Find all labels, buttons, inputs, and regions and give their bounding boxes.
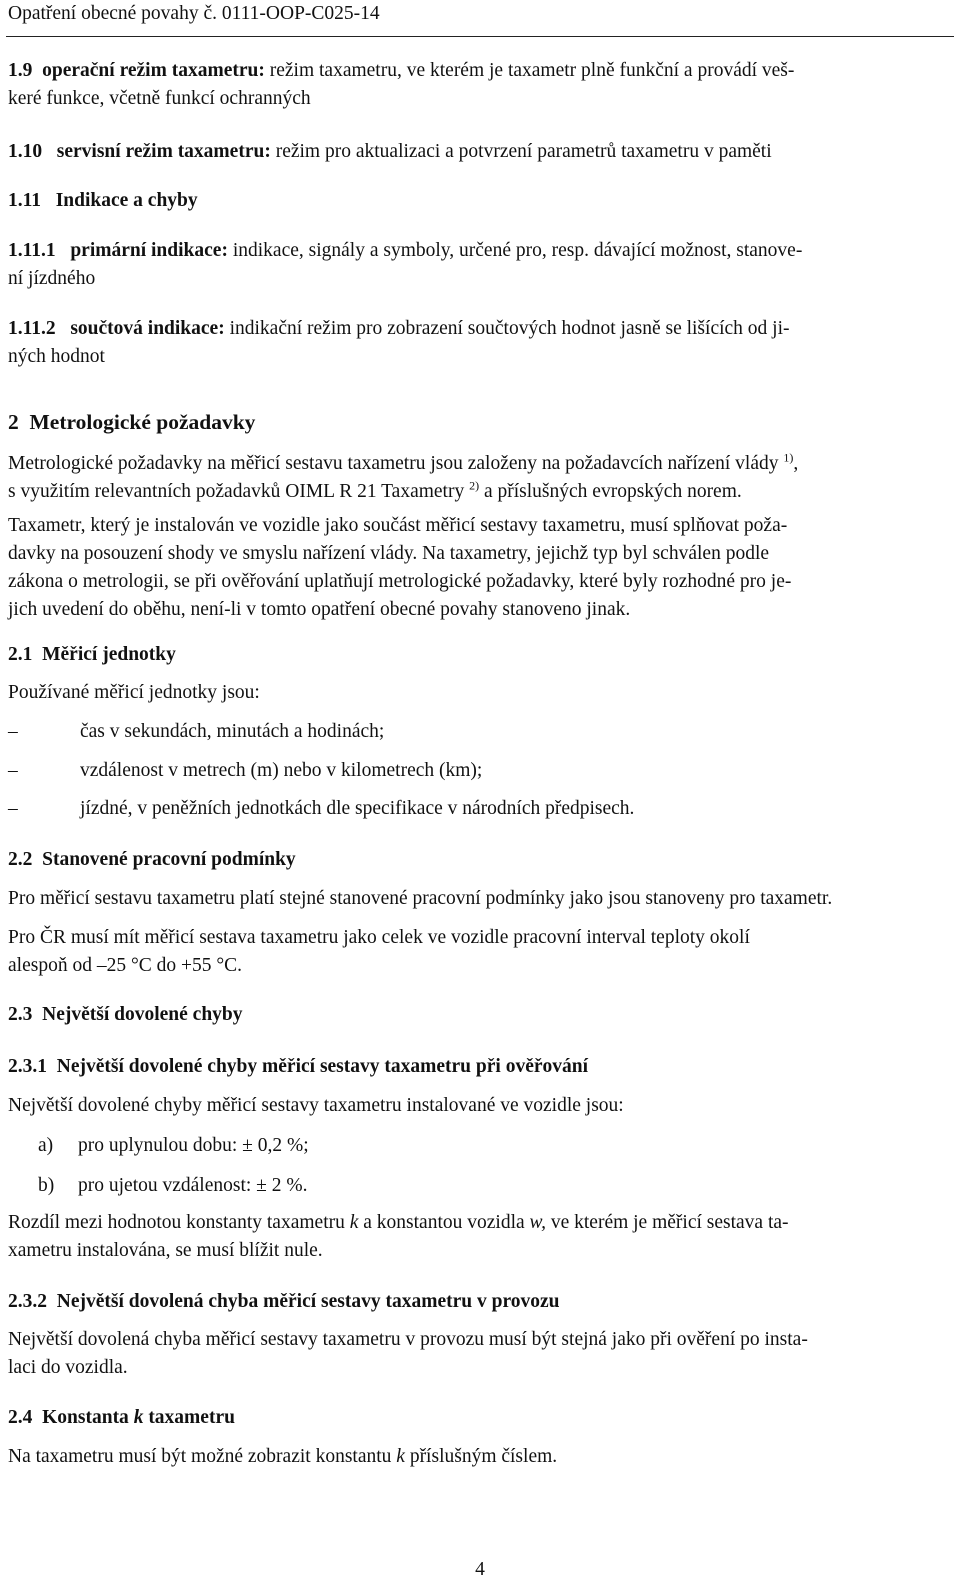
paragraph-operation-error [8,1326,948,1382]
def-text: indikační režim pro zobrazení součtových hodnot jasně se lišících od ji- [229,318,790,339]
definition-1-11-2 [8,315,948,371]
section-2-2-heading [8,846,948,874]
list-item-text: pro ujetou vzdálenost: ± 2 %. [78,1175,308,1196]
text-line: Na taxametru musí být možné zobrazit konstantu [8,1446,392,1467]
list-item-text: pro uplynulou dobu: ± 0,2 %; [78,1135,309,1156]
footnote-ref: 1) [783,450,794,465]
def-term: primární indikace: [70,240,228,261]
section-title: Metrologické požadavky [29,410,256,434]
text-line: Metrologické požadavky na měřicí sestavu taxametru jsou založeny na požadavcích nařízení vlády [8,453,779,474]
text-line: davky na posouzení shody ve smyslu nařízení vlády. Na taxametry, jejichž typ byl schválen podle [8,543,770,564]
section-1-11-heading [8,187,948,215]
text-line-end: , [793,453,799,474]
def-term: operační režim taxametru: [42,60,265,81]
symbol-k: k [133,1407,144,1428]
definition-1-10 [8,138,948,166]
section-title-end: taxametru [148,1407,235,1428]
list-label: a) [38,1135,54,1156]
dash-marker: – [8,721,18,742]
section-title: Největší dovolené chyby měřicí sestavy taxametru při ověřování [56,1056,589,1077]
def-text-cont: ných hodnot [8,346,105,367]
section-title: Konstanta [42,1407,129,1428]
section-number: 2.3.2 [8,1291,47,1312]
section-number: 2.2 [8,849,33,870]
header-rule [6,36,954,37]
def-number: 1.10 [8,141,43,162]
section-title: Měřicí jednotky [42,644,176,665]
section-number: 2 [8,410,19,434]
section-title: Stanovené pracovní podmínky [42,849,296,870]
section-title: Největší dovolená chyba měřicí sestavy taxametru v provozu [56,1291,560,1312]
section-2-heading [8,408,948,436]
section-number: 2.3.1 [8,1056,47,1077]
dash-marker: – [8,798,18,819]
def-term: součtová indikace: [70,318,225,339]
paragraph-conditions: Pro měřicí sestavu taxametru platí stejné stanovené pracovní podmínky jako jsou stanoveny pro taxametr. [8,888,833,909]
section-title: Největší dovolené chyby [42,1004,243,1025]
page-number: 4 [475,1559,485,1580]
page-header: Opatření obecné povahy č. 0111-OOP-C025-14 [8,3,380,24]
symbol-w: w, [529,1212,546,1233]
def-text: režim taxametru, ve kterém je taxametr plně funkční a provádí veš- [269,60,795,81]
list-item [38,1132,309,1160]
symbol-k: k [349,1212,359,1233]
text-line: xametru instalována, se musí blížit nule. [8,1240,323,1261]
text-line: jich uvedení do oběhu, není-li v tomto opatření obecné povahy stanoveno jinak. [8,599,631,620]
text-line: laci do vozidla. [8,1357,128,1378]
text-line: a konstantou vozidla [363,1212,525,1233]
list-label: b) [38,1175,55,1196]
paragraph-constant-difference [8,1209,948,1265]
dash-marker: – [8,760,18,781]
paragraph-constant-display [8,1443,948,1471]
text-line: s využitím relevantních požadavků OIML R 21 Taxametry [8,481,465,502]
footnote-ref: 2) [469,478,480,493]
list-item-text: vzdálenost v metrech (m) nebo v kilometrech (km); [80,760,483,781]
text-line: ve kterém je měřicí sestava ta- [550,1212,789,1233]
def-text: indikace, signály a symboly, určené pro, resp. dávající možnost, stanove- [232,240,803,261]
text-line: Největší dovolená chyba měřicí sestavy taxametru v provozu musí být stejná jako při ověření po insta- [8,1329,808,1350]
list-item-text: čas v sekundách, minutách a hodinách; [80,721,385,742]
def-text: režim pro aktualizaci a potvrzení parametrů taxametru v paměti [275,141,772,162]
text-line: a příslušných evropských norem. [483,481,742,502]
text-line: Rozdíl mezi hodnotou konstanty taxametru [8,1212,345,1233]
text-line: Pro ČR musí mít měřicí sestava taxametru jako celek ve vozidle pracovní interval teploty okolí [8,927,750,948]
definition-1-11-1 [8,237,948,293]
section-2-3-2-heading [8,1288,948,1316]
units-intro: Používané měřicí jednotky jsou: [8,682,260,703]
section-2-4-heading [8,1404,948,1432]
text-line: zákona o metrologii, se při ověřování uplatňují metrologické požadavky, které byly rozhodné pro je- [8,571,792,592]
definition-1-9 [8,57,948,113]
def-number: 1.9 [8,60,33,81]
section-number: 1.11 [8,190,42,211]
paragraph-cr-temperature [8,924,948,980]
list-item [38,1172,308,1200]
section-2-3-1-heading [8,1053,948,1081]
section-number: 2.3 [8,1004,33,1025]
text-line: Taxametr, který je instalován ve vozidle jako součást měřicí sestavy taxametru, musí splňovat poža- [8,515,788,536]
symbol-k: k [396,1446,405,1467]
section-number: 2.4 [8,1407,33,1428]
mpe-intro: Největší dovolené chyby měřicí sestavy taxametru instalované ve vozidle jsou: [8,1095,624,1116]
paragraph-taximeter-conformity [8,512,948,624]
text-line: příslušným číslem. [409,1446,558,1467]
section-number: 2.1 [8,644,33,665]
def-number: 1.11.2 [8,318,56,339]
section-title: Indikace a chyby [55,190,198,211]
def-text-cont: keré funkce, včetně funkcí ochranných [8,88,311,109]
paragraph-metrological-requirements [8,450,948,506]
section-2-1-heading [8,641,948,669]
def-number: 1.11.1 [8,240,56,261]
def-term: servisní režim taxametru: [56,141,271,162]
def-text-cont: ní jízdného [8,268,96,289]
list-item-text: jízdné, v peněžních jednotkách dle specifikace v národních předpisech. [80,798,635,819]
section-2-3-heading [8,1001,948,1029]
text-line: alespoň od –25 °C do +55 °C. [8,955,243,976]
